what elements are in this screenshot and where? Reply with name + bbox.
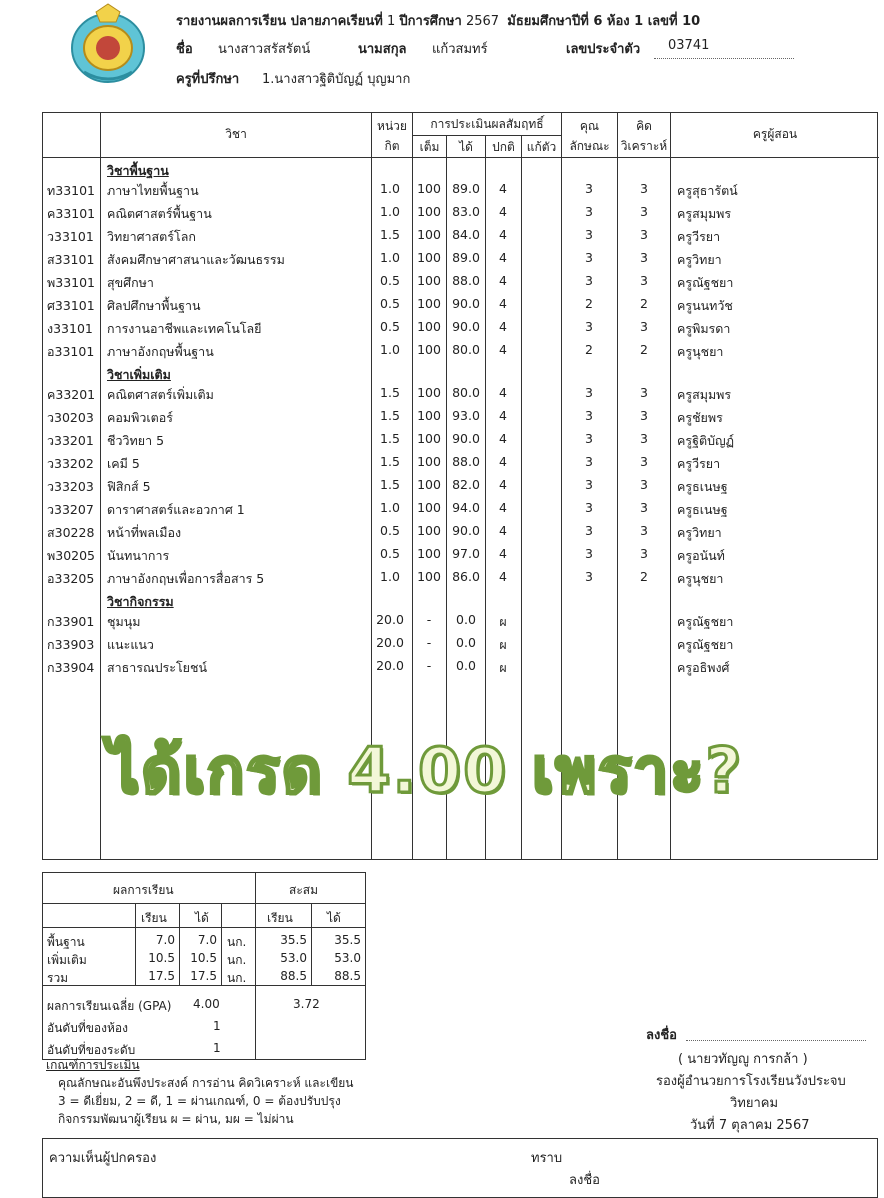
teacher-name: ครูวีรยา (677, 229, 721, 244)
total-got: 17.5 (190, 969, 217, 983)
teacher-name: ครูณัฐชยา (677, 637, 734, 652)
total-label: รวม (47, 971, 69, 985)
full-score: 100 (417, 500, 441, 515)
thinking-score: 3 (640, 431, 648, 446)
full-score: 100 (417, 385, 441, 400)
extra-got: 10.5 (190, 951, 217, 965)
subject-code: พ33101 (47, 275, 96, 290)
character-score: 2 (585, 342, 593, 357)
sign-dotline (686, 1040, 866, 1041)
teacher-name: ครูชัยพร (677, 410, 723, 425)
table-row (43, 497, 879, 520)
character-score: 3 (585, 273, 593, 288)
full-score: 100 (417, 477, 441, 492)
grade: 4 (499, 319, 507, 334)
thinking-score: 3 (640, 477, 648, 492)
term: 1 (386, 14, 396, 29)
thinking-score: 3 (640, 227, 648, 242)
credit-units: 0.5 (380, 523, 400, 538)
full-score: 100 (417, 569, 441, 584)
grade: 4 (499, 342, 507, 357)
col-got: ได้ (459, 140, 473, 154)
character-score: 3 (585, 569, 593, 584)
grade: 4 (499, 273, 507, 288)
credit-units: 1.5 (380, 385, 400, 400)
table-row (43, 382, 879, 405)
subject-name: คอมพิวเตอร์ (107, 410, 173, 425)
subject-name: ศิลปศึกษาพื้นฐาน (107, 298, 201, 313)
subject-code: ก33901 (47, 614, 95, 629)
subject-name: ภาษาอังกฤษเพื่อการสื่อสาร 5 (107, 571, 265, 586)
score: 0.0 (456, 658, 476, 673)
subject-name: ดาราศาสตร์และอวกาศ 1 (107, 502, 245, 517)
subject-code: ก33903 (47, 637, 95, 652)
subject-name: ภาษาอังกฤษพื้นฐาน (107, 344, 214, 359)
teacher-name: ครูสมุมพร (677, 387, 732, 402)
score: 89.0 (452, 250, 480, 265)
unit-label: นก. (227, 953, 247, 967)
teacher-name: ครูนุชยา (677, 571, 724, 586)
advisor-label: ครูที่ปรึกษา (176, 72, 240, 87)
gpa-cumulative: 3.72 (293, 997, 320, 1011)
cum-study-label: เรียน (267, 911, 293, 925)
table-row (43, 247, 879, 270)
summary-table (42, 872, 366, 1060)
character-score: 3 (585, 250, 593, 265)
subject-name: แนะแนว (107, 637, 154, 652)
table-row (43, 293, 879, 316)
table-row (43, 474, 879, 497)
full-score: 100 (417, 408, 441, 423)
credit-units: 1.5 (380, 408, 400, 423)
col-eval: การประเมินผลสัมฤทธิ์ (430, 117, 544, 131)
extra-cum-got: 53.0 (334, 951, 361, 965)
col-unit-top: หน่วย (377, 119, 407, 133)
teacher-name: ครูธเนษฐ (677, 479, 728, 494)
grade: 4 (499, 477, 507, 492)
subject-name: เคมี 5 (107, 456, 140, 471)
thinking-score: 3 (640, 319, 648, 334)
credit-units: 20.0 (376, 658, 404, 673)
credit-units: 0.5 (380, 546, 400, 561)
score: 90.0 (452, 296, 480, 311)
score: 89.0 (452, 181, 480, 196)
student-id: 03741 (668, 38, 710, 53)
teacher-name: ครูนนทวัช (677, 298, 733, 313)
divider (43, 985, 365, 986)
credit-units: 1.0 (380, 342, 400, 357)
table-row (43, 543, 879, 566)
subject-name: ชีววิทยา 5 (107, 433, 165, 448)
subject-name: สังคมศึกษาศาสนาและวัฒนธรรม (107, 252, 285, 267)
credit-units: 1.0 (380, 569, 400, 584)
teacher-name: ครูพิมรดา (677, 321, 731, 336)
thinking-score: 3 (640, 385, 648, 400)
subject-code: ส33101 (47, 252, 95, 267)
table-row (43, 178, 879, 201)
gpa-label: ผลการเรียนเฉลี่ย (GPA) (47, 999, 172, 1013)
grade: 4 (499, 204, 507, 219)
criteria-title: เกณฑ์การประเมิน (46, 1058, 140, 1072)
credit-units: 20.0 (376, 635, 404, 650)
teacher-name: ครูสุธารัตน์ (677, 183, 738, 198)
basic-study: 7.0 (155, 933, 175, 947)
total-cum-got: 88.5 (334, 969, 361, 983)
score: 0.0 (456, 635, 476, 650)
subject-name: ชุมนุม (107, 614, 141, 629)
subject-code: อ33205 (47, 571, 95, 586)
full-score: 100 (417, 523, 441, 538)
rank-level-label: อันดับที่ของระดับ (47, 1043, 136, 1057)
grade: 4 (499, 296, 507, 311)
results-label: ผลการเรียน (113, 883, 174, 897)
report-title-line (176, 10, 700, 31)
full-score: 100 (417, 181, 441, 196)
teacher-name: ครูสมุมพร (677, 206, 732, 221)
school-name: วิทยาคม (730, 1096, 779, 1111)
subject-name: การงานอาชีพและเทคโนโลยี (107, 321, 262, 336)
character-score: 3 (585, 431, 593, 446)
sign-label: ลงชื่อ (646, 1028, 677, 1043)
col-char-bottom: ลักษณะ (569, 139, 610, 153)
rank-level: 1 (213, 1041, 221, 1055)
basic-cum-study: 35.5 (280, 933, 307, 947)
group-title: วิชาพื้นฐาน (107, 163, 169, 178)
full-score: 100 (417, 454, 441, 469)
score: 80.0 (452, 385, 480, 400)
table-row (43, 520, 879, 543)
table-row (43, 201, 879, 224)
cum-got-label: ได้ (327, 911, 341, 925)
got-label: ได้ (195, 911, 209, 925)
score: 97.0 (452, 546, 480, 561)
ack-label: ทราบ (531, 1151, 563, 1166)
subject-name: สุขศึกษา (107, 275, 154, 290)
score: 90.0 (452, 431, 480, 446)
school-logo-icon (64, 2, 152, 86)
gpa-value: 4.00 (193, 997, 220, 1011)
table-row (43, 566, 879, 589)
signer-position: รองผู้อำนวยการโรงเรียนวังประจบ (656, 1074, 846, 1089)
score: 90.0 (452, 319, 480, 334)
grade: 4 (499, 523, 507, 538)
subject-code: ศ33101 (47, 298, 95, 313)
full-score: 100 (417, 546, 441, 561)
credit-units: 1.5 (380, 227, 400, 242)
col-normal: ปกติ (492, 140, 515, 154)
teacher-name: ครูอนันท์ (677, 548, 725, 563)
table-row (43, 405, 879, 428)
total-cum-study: 88.5 (280, 969, 307, 983)
extra-study: 10.5 (148, 951, 175, 965)
thinking-score: 3 (640, 181, 648, 196)
score: 0.0 (456, 612, 476, 627)
full-score: 100 (417, 273, 441, 288)
grade: 4 (499, 250, 507, 265)
full-score: 100 (417, 319, 441, 334)
thinking-score: 3 (640, 500, 648, 515)
thinking-score: 3 (640, 454, 648, 469)
teacher-name: ครูวิทยา (677, 252, 722, 267)
subject-name: ฟิสิกส์ 5 (107, 479, 151, 494)
overlay-caption: ได้เกรด 4.00 เพราะ? (108, 734, 744, 807)
group-title: วิชากิจกรรม (107, 594, 174, 609)
score: 82.0 (452, 477, 480, 492)
year: 2567 (465, 14, 500, 29)
sign-date: วันที่ 7 ตุลาคม 2567 (690, 1118, 810, 1133)
report-title: รายงานผลการเรียน ปลายภาคเรียนที่ (176, 14, 383, 29)
teacher-name: ครูฐิติบัญฏ์ (677, 433, 735, 448)
table-row (43, 270, 879, 293)
full-score: - (426, 658, 432, 673)
rank-room-label: อันดับที่ของห้อง (47, 1021, 128, 1035)
subject-code: ว33202 (47, 456, 94, 471)
subject-name: ภาษาไทยพื้นฐาน (107, 183, 199, 198)
thinking-score: 3 (640, 523, 648, 538)
thinking-score: 3 (640, 250, 648, 265)
basic-cum-got: 35.5 (334, 933, 361, 947)
subject-code: ก33904 (47, 660, 95, 675)
divider (221, 903, 222, 985)
subject-code: ส30228 (47, 525, 95, 540)
criteria-block (46, 1056, 354, 1128)
thinking-score: 2 (640, 569, 648, 584)
col-teacher: ครูผู้สอน (752, 127, 798, 141)
score: 90.0 (452, 523, 480, 538)
thinking-score: 3 (640, 408, 648, 423)
table-row (43, 224, 879, 247)
full-score: 100 (417, 296, 441, 311)
criteria-line2: 3 = ดีเยี่ยม, 2 = ดี, 1 = ผ่านเกณฑ์, 0 = ต้องปรับปรุง (58, 1094, 341, 1108)
credit-units: 20.0 (376, 612, 404, 627)
subject-code: ค33101 (47, 206, 96, 221)
grade: 4 (499, 181, 507, 196)
teacher-name: ครูณัฐชยา (677, 275, 734, 290)
teacher-name: ครูนุชยา (677, 344, 724, 359)
score: 86.0 (452, 569, 480, 584)
subject-code: ว30203 (47, 410, 94, 425)
col-char-top: คุณ (579, 119, 600, 133)
col-unit-bottom: กิต (384, 139, 400, 153)
score: 83.0 (452, 204, 480, 219)
divider (255, 985, 256, 1059)
extra-cum-study: 53.0 (280, 951, 307, 965)
full-score: 100 (417, 204, 441, 219)
teacher-name: ครูวีรยา (677, 456, 721, 471)
full-score: 100 (417, 250, 441, 265)
grade: 4 (499, 569, 507, 584)
character-score: 3 (585, 319, 593, 334)
credit-units: 1.5 (380, 477, 400, 492)
score: 80.0 (452, 342, 480, 357)
table-row (43, 632, 879, 655)
surname-label: นามสกุล (358, 42, 407, 57)
criteria-line3: กิจกรรมพัฒนาผู้เรียน ผ = ผ่าน, มผ = ไม่ผ่าน (58, 1112, 294, 1126)
divider (412, 135, 561, 136)
id-label: เลขประจำตัว (566, 42, 641, 57)
grade: 4 (499, 454, 507, 469)
total-study: 17.5 (148, 969, 175, 983)
score: 94.0 (452, 500, 480, 515)
full-score: 100 (417, 227, 441, 242)
subject-code: ท33101 (47, 183, 96, 198)
score: 88.0 (452, 273, 480, 288)
thinking-score: 3 (640, 546, 648, 561)
subject-name: นันทนาการ (107, 548, 170, 563)
basic-got: 7.0 (197, 933, 217, 947)
col-fix: แก้ตัว (526, 140, 557, 154)
parent-comment-box (42, 1138, 878, 1198)
class-info: มัธยมศึกษาปีที่ 6 ห้อง 1 เลขที่ 10 (507, 14, 701, 29)
grade: 4 (499, 385, 507, 400)
credit-units: 1.0 (380, 250, 400, 265)
table-row (43, 451, 879, 474)
subject-name: คณิตศาสตร์เพิ่มเติม (107, 387, 214, 402)
character-score: 2 (585, 296, 593, 311)
basic-label: พื้นฐาน (47, 935, 85, 949)
credit-units: 0.5 (380, 273, 400, 288)
grade: 4 (499, 227, 507, 242)
credit-units: 1.0 (380, 500, 400, 515)
credit-units: 0.5 (380, 296, 400, 311)
full-score: - (426, 635, 432, 650)
subject-code: ง33101 (47, 321, 93, 336)
subject-code: พ30205 (47, 548, 96, 563)
grade: ผ (499, 660, 507, 675)
full-score: 100 (417, 431, 441, 446)
character-score: 3 (585, 181, 593, 196)
character-score: 3 (585, 477, 593, 492)
full-score: 100 (417, 342, 441, 357)
thinking-score: 2 (640, 342, 648, 357)
character-score: 3 (585, 204, 593, 219)
table-row (43, 428, 879, 451)
teacher-name: ครูณัฐชยา (677, 614, 734, 629)
year-label: ปีการศึกษา (399, 14, 462, 29)
subject-name: สาธารณประโยชน์ (107, 660, 208, 675)
teacher-name: ครูอธิพงศ์ (677, 660, 730, 675)
subject-code: ว33203 (47, 479, 94, 494)
credit-units: 1.0 (380, 181, 400, 196)
grade: 4 (499, 500, 507, 515)
character-score: 3 (585, 500, 593, 515)
credit-units: 1.5 (380, 431, 400, 446)
grade: ผ (499, 614, 507, 629)
unit-label: นก. (227, 935, 247, 949)
subject-code: ว33101 (47, 229, 94, 244)
table-row (43, 655, 879, 678)
subject-code: ว33207 (47, 502, 94, 517)
credit-units: 1.5 (380, 454, 400, 469)
parent-comment-label: ความเห็นผู้ปกครอง (49, 1151, 157, 1166)
character-score: 3 (585, 523, 593, 538)
teacher-name: ครูธเนษฐ (677, 502, 728, 517)
id-dotline (654, 58, 794, 59)
credit-units: 1.0 (380, 204, 400, 219)
footer-sign-label: ลงชื่อ (569, 1173, 600, 1188)
thinking-score: 3 (640, 273, 648, 288)
group-title: วิชาเพิ่มเติม (107, 367, 171, 382)
col-think-bottom: วิเคราะห์ (620, 139, 668, 153)
extra-label: เพิ่มเติม (47, 953, 87, 967)
subject-name: วิทยาศาสตร์โลก (107, 229, 196, 244)
col-think-top: คิด (636, 119, 652, 133)
subject-code: อ33101 (47, 344, 95, 359)
teacher-name: ครูวิทยา (677, 525, 722, 540)
grade: 4 (499, 546, 507, 561)
signer-name: ( นายวทัญญู การกล้า ) (678, 1052, 808, 1067)
student-surname: แก้วสมทร์ (432, 42, 488, 57)
unit-label: นก. (227, 971, 247, 985)
name-label: ชื่อ (176, 42, 193, 57)
thinking-score: 3 (640, 204, 648, 219)
score: 88.0 (452, 454, 480, 469)
col-subject: วิชา (225, 127, 247, 141)
subject-name: คณิตศาสตร์พื้นฐาน (107, 206, 212, 221)
criteria-line1: คุณลักษณะอันพึงประสงค์ การอ่าน คิดวิเคราะห์ และเขียน (58, 1076, 354, 1090)
col-full: เต็ม (419, 140, 440, 154)
grade: ผ (499, 637, 507, 652)
credit-units: 0.5 (380, 319, 400, 334)
character-score: 3 (585, 454, 593, 469)
rank-room: 1 (213, 1019, 221, 1033)
subject-name: หน้าที่พลเมือง (107, 525, 182, 540)
grade: 4 (499, 408, 507, 423)
full-score: - (426, 612, 432, 627)
table-row (43, 316, 879, 339)
character-score: 3 (585, 227, 593, 242)
character-score: 3 (585, 408, 593, 423)
character-score: 3 (585, 385, 593, 400)
subject-code: ค33201 (47, 387, 96, 402)
study-label: เรียน (141, 911, 167, 925)
divider (43, 903, 365, 904)
advisor-name: 1.นางสาวฐิติบัญฏ์ บุญมาก (262, 72, 411, 87)
table-row (43, 609, 879, 632)
thinking-score: 2 (640, 296, 648, 311)
score: 84.0 (452, 227, 480, 242)
cumulative-label: สะสม (289, 883, 319, 897)
character-score: 3 (585, 546, 593, 561)
grade: 4 (499, 431, 507, 446)
table-row (43, 339, 879, 362)
subject-code: ว33201 (47, 433, 94, 448)
score: 93.0 (452, 408, 480, 423)
student-name: นางสาวสรัสรัตน์ (218, 42, 311, 57)
